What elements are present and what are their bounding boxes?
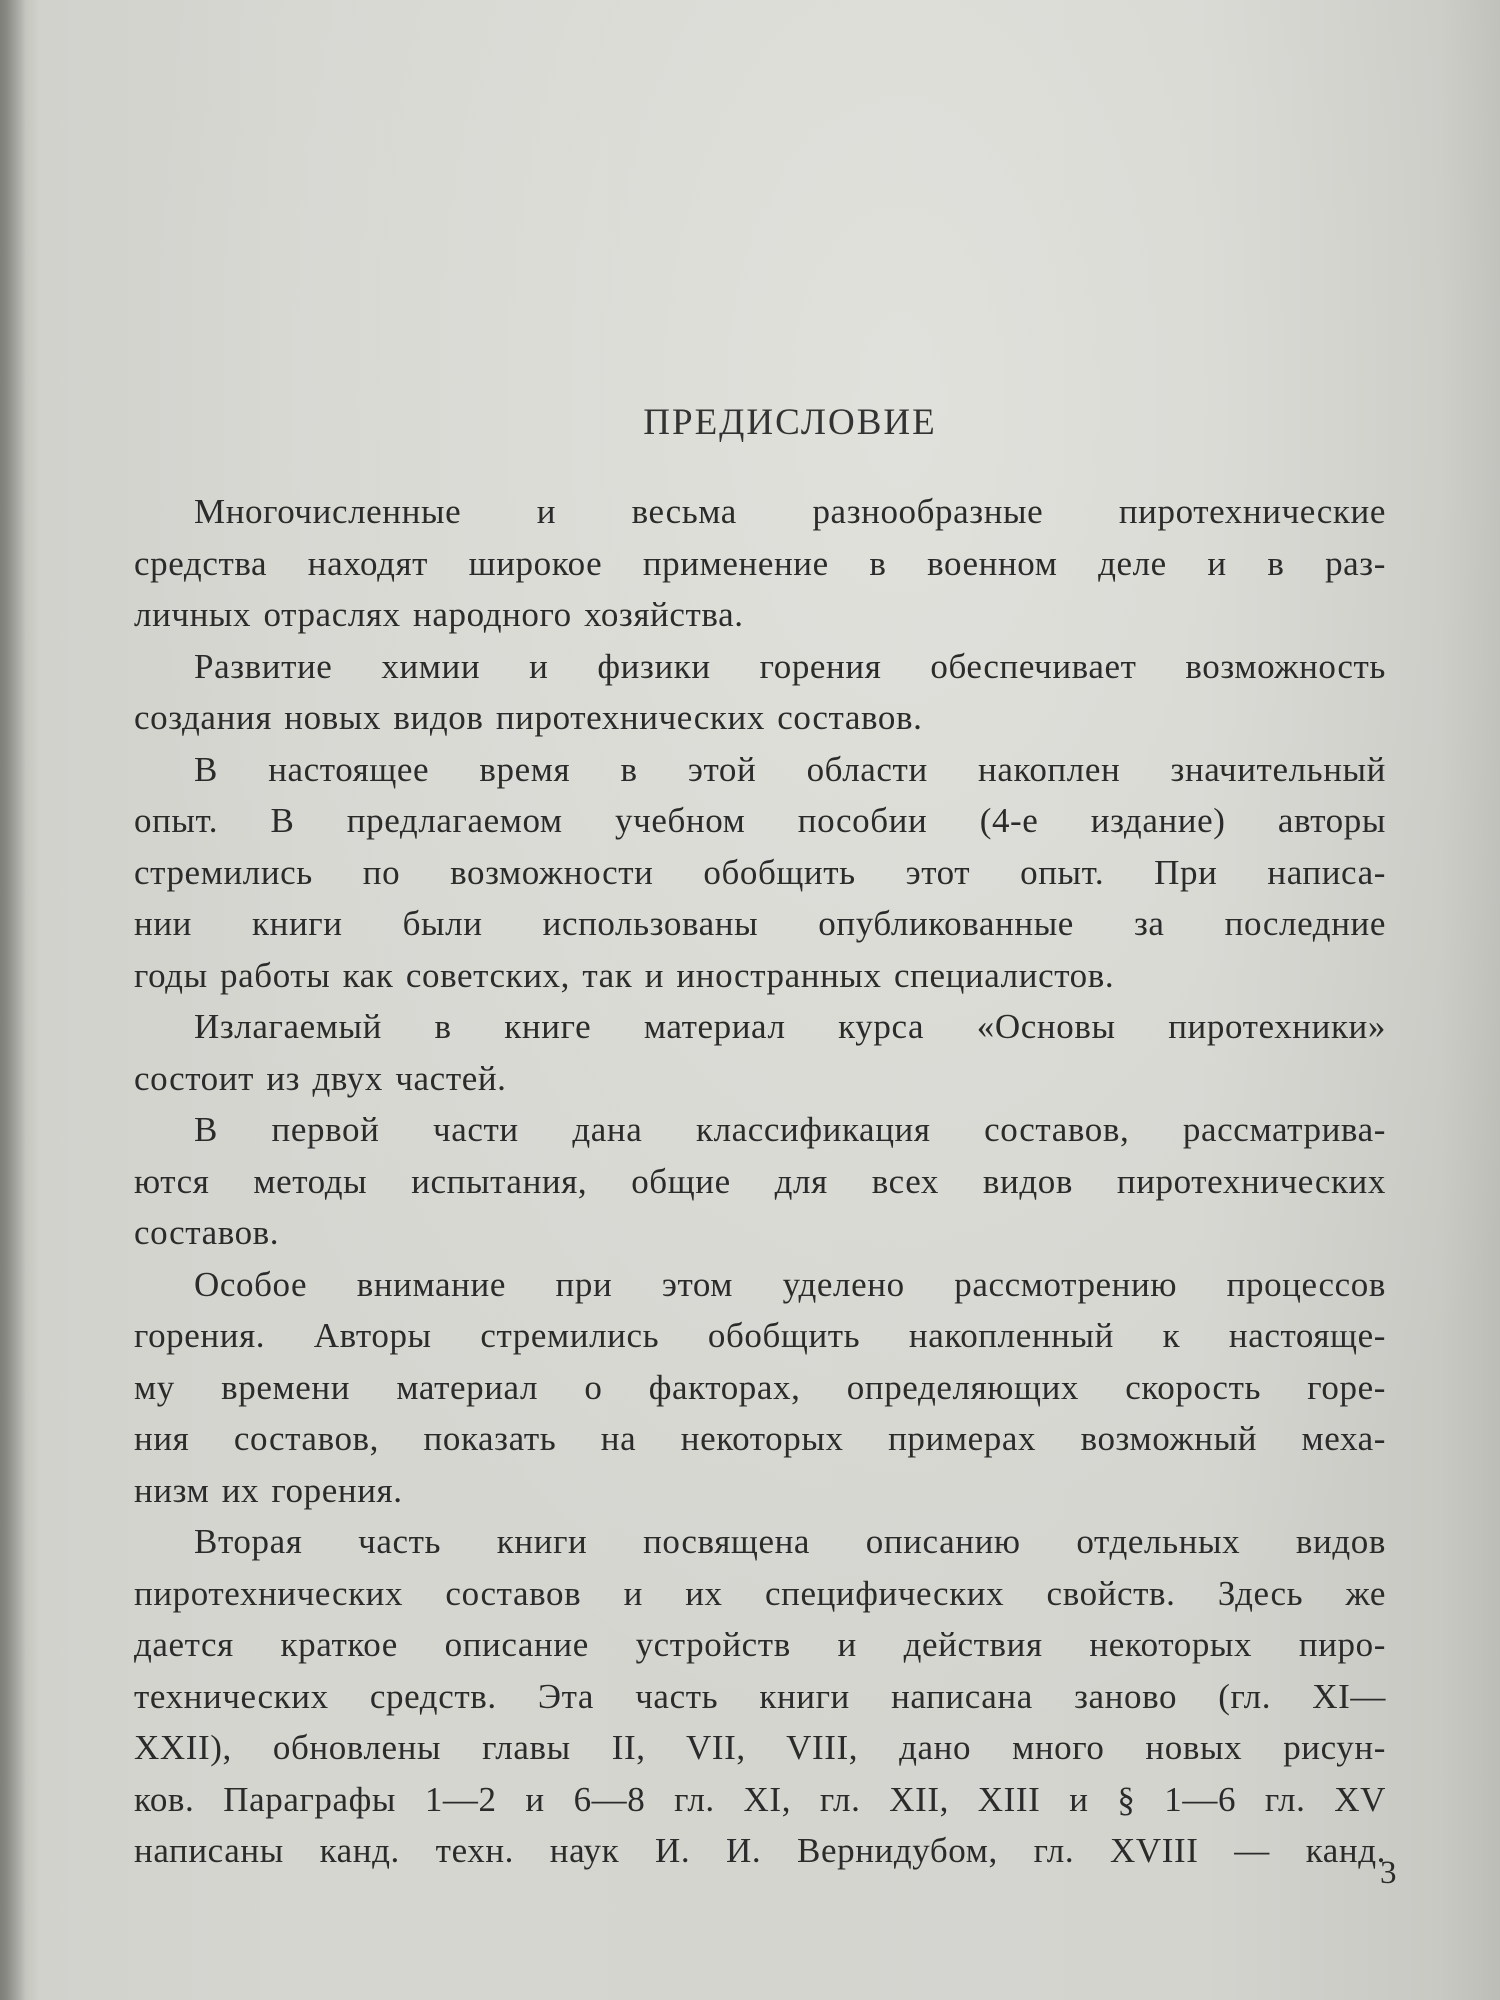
- text-line: пиротехнических составов и их специфических свойств. Здесь же: [134, 1573, 1386, 1613]
- text-line: В настоящее время в этой области накоплен значительный: [194, 749, 1386, 789]
- text-line: Многочисленные и весьма разнообразные пиротехнические: [194, 492, 1386, 531]
- text-line: составов.: [134, 1213, 280, 1252]
- text-block: [134, 398, 1386, 1877]
- text-line: ния составов, показать на некоторых примерах возможный меха-: [134, 1419, 1386, 1458]
- text-line: ков. Параграфы 1—2 и 6—8 гл. XI, гл. XII, XIII и § 1—6 гл. XV: [134, 1779, 1386, 1819]
- text-line: Излагаемый в книге материал курса «Основы пиротехники»: [194, 1007, 1386, 1046]
- text-line: опыт. В предлагаемом учебном пособии (4-е издание) авторы: [134, 801, 1386, 840]
- text-line: средства находят широкое применение в военном деле и в раз-: [134, 543, 1386, 583]
- page-heading: ПРЕДИСЛОВИЕ: [643, 402, 937, 443]
- text-line: Развитие химии и физики горения обеспечивает возможность: [194, 646, 1386, 686]
- text-line: создания новых видов пиротехнических составов.: [134, 698, 923, 737]
- text-line: му времени материал о факторах, определяющих скорость горе-: [134, 1367, 1386, 1407]
- spine-shadow: [0, 0, 26, 2000]
- text-line: состоит из двух частей.: [134, 1058, 507, 1098]
- text-line: Особое внимание при этом уделено рассмотрению процессов: [194, 1264, 1386, 1304]
- text-line: В первой части дана классификация составов, рассматрива-: [194, 1110, 1386, 1149]
- text-line: написаны канд. техн. наук И. И. Вернидубом, гл. XVIII — канд.: [134, 1831, 1386, 1870]
- text-line: горения. Авторы стремились обобщить накопленный к настояще-: [134, 1316, 1386, 1355]
- text-line: Вторая часть книги посвящена описанию отдельных видов: [194, 1522, 1386, 1561]
- text-line: низм их горения.: [134, 1470, 403, 1510]
- text-line: нии книги были использованы опубликованные за последние: [134, 904, 1386, 943]
- text-line: годы работы как советских, так и иностранных специалистов.: [134, 955, 1115, 995]
- text-line: ются методы испытания, общие для всех видов пиротехнических: [134, 1161, 1386, 1201]
- page-number: 3: [1380, 1855, 1397, 1891]
- text-line: стремились по возможности обобщить этот опыт. При написа-: [134, 852, 1386, 892]
- text-line: личных отраслях народного хозяйства.: [134, 595, 744, 634]
- text-line: XXII), обновлены главы II, VII, VIII, дано много новых рисун-: [134, 1728, 1386, 1767]
- text-line: дается краткое описание устройств и действия некоторых пиро-: [134, 1625, 1386, 1664]
- text-line: технических средств. Эта часть книги написана заново (гл. XI—: [134, 1676, 1386, 1716]
- body-text: [134, 486, 1386, 1877]
